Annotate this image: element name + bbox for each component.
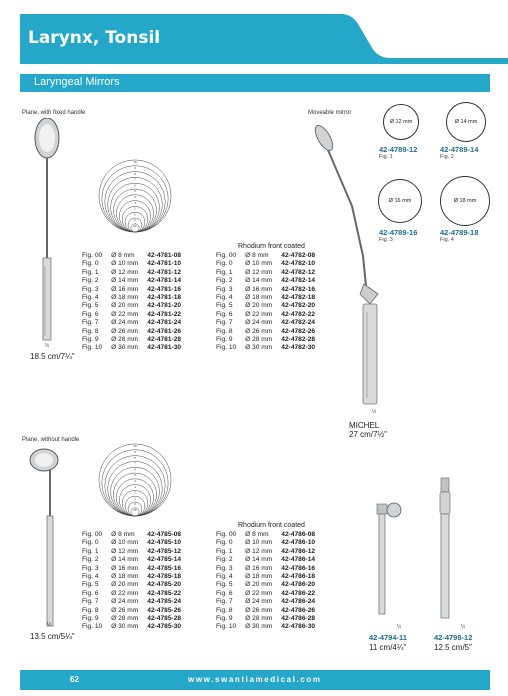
fig-cell: Fig. 7 xyxy=(82,598,99,606)
table-row xyxy=(216,581,318,589)
table-row xyxy=(82,615,184,623)
mirror-code-14: 42-4789-14 xyxy=(440,145,479,154)
gauge-label: 4 xyxy=(134,480,136,483)
diameter-cell: Ø 26 mm xyxy=(111,606,139,614)
diameter-cell: Ø 8 mm xyxy=(111,252,135,259)
article-code-cell: 42-4786-28 xyxy=(281,615,316,623)
fig-cell: Fig. 1 xyxy=(82,268,99,276)
fig-cell: Fig. 6 xyxy=(216,589,233,597)
gauge-label: 3 xyxy=(134,201,136,205)
article-code-cell: 42-4786-30 xyxy=(281,623,316,631)
diameter-cell: Ø 28 mm xyxy=(111,615,139,623)
article-code-cell: 42-4786-14 xyxy=(281,556,316,564)
table-row xyxy=(82,539,184,547)
diameter-cell: Ø 16 mm xyxy=(245,564,273,572)
fig-cell: Fig. 00 xyxy=(82,531,103,538)
fig-cell: Fig. 1 xyxy=(216,547,233,555)
size-gauge-2 xyxy=(97,442,173,518)
mirror-circle-14: Ø 14 mm xyxy=(446,102,486,142)
diameter-cell: Ø 10 mm xyxy=(245,539,273,547)
article-code-cell: 42-4782-26 xyxy=(281,327,316,335)
article-code-cell: 42-4786-16 xyxy=(281,564,316,572)
fig-cell: Fig. 3 xyxy=(82,285,99,293)
diameter-cell: Ø 24 mm xyxy=(111,319,139,327)
fig-cell: Fig. 0 xyxy=(216,260,233,268)
gauge-label: 00 xyxy=(133,509,137,512)
diameter-cell: Ø 18 mm xyxy=(245,573,273,581)
diameter-cell: Ø 18 mm xyxy=(111,294,139,302)
fig-cell: Fig. 6 xyxy=(82,589,99,597)
fig-cell: Fig. 1 xyxy=(82,547,99,555)
article-code-cell: 42-4782-18 xyxy=(281,294,316,302)
article-code-cell: 42-4782-30 xyxy=(281,344,316,352)
diameter-cell: Ø 20 mm xyxy=(111,581,139,589)
fig-cell: Fig. 10 xyxy=(82,344,103,352)
fig-cell: Fig. 1 xyxy=(216,268,233,276)
fig-cell: Fig. 00 xyxy=(216,531,237,538)
diameter-cell: Ø 20 mm xyxy=(111,302,139,310)
article-code-cell: 42-4786-24 xyxy=(281,598,316,606)
fig-cell: Fig. 5 xyxy=(216,581,233,589)
diameter-cell: Ø 22 mm xyxy=(245,589,273,597)
fig-cell: Fig. 5 xyxy=(82,581,99,589)
fig-cell: Fig. 4 xyxy=(216,294,233,302)
diameter-cell: Ø 28 mm xyxy=(245,615,273,623)
table-row xyxy=(216,344,318,352)
table-row xyxy=(216,539,318,547)
mirror-code-18: 42-4789-18 xyxy=(440,228,479,237)
mirror-circle-16: Ø 16 mm xyxy=(378,179,422,223)
table-row xyxy=(82,277,184,285)
fig-cell: Fig. 2 xyxy=(216,277,233,285)
diameter-cell: Ø 12 mm xyxy=(245,268,273,276)
article-code-cell: 42-4782-14 xyxy=(281,277,316,285)
gauge-label: 6 xyxy=(134,184,136,188)
diameter-cell: Ø 14 mm xyxy=(245,556,273,564)
gauge-label: 0 xyxy=(134,503,136,507)
diameter-cell: Ø 8 mm xyxy=(245,252,269,259)
gauge-label: 10 xyxy=(133,445,137,449)
table-without-coated xyxy=(216,531,318,632)
table-row xyxy=(216,286,318,294)
fig-cell: Fig. 7 xyxy=(216,598,233,606)
diameter-cell: Ø 28 mm xyxy=(245,336,273,344)
fig-cell: Fig. 8 xyxy=(216,606,233,614)
diameter-cell: Ø 24 mm xyxy=(245,319,273,327)
table-row xyxy=(216,590,318,598)
table-row xyxy=(216,556,318,564)
table-row xyxy=(216,252,318,260)
article-code-cell: 42-4782-08 xyxy=(281,252,316,259)
fig-cell: Fig. 4 xyxy=(82,294,99,302)
table-row xyxy=(82,269,184,277)
table-row xyxy=(82,328,184,336)
article-code-cell: 42-4782-28 xyxy=(281,336,316,344)
coated-title-2: Rhodium front coated xyxy=(238,522,305,529)
article-code-cell: 42-4781-14 xyxy=(147,277,182,285)
article-code-cell: 42-4785-18 xyxy=(147,573,182,581)
table-row xyxy=(82,344,184,352)
scale-half-2: ½ xyxy=(47,622,52,628)
diameter-cell: Ø 16 mm xyxy=(111,564,139,572)
table-fixed-coated xyxy=(216,252,318,353)
table-row xyxy=(82,581,184,589)
gauge-label: 10 xyxy=(133,161,137,165)
fig-cell: Fig. 8 xyxy=(82,327,99,335)
diameter-cell: Ø 18 mm xyxy=(245,294,273,302)
article-code-cell: 42-4786-08 xyxy=(281,531,316,538)
diameter-cell: Ø 30 mm xyxy=(111,623,139,631)
fig-cell: Fig. 2 xyxy=(82,556,99,564)
table-row xyxy=(82,260,184,268)
scale-half-moveable: ½ xyxy=(372,409,377,415)
fig-cell: Fig. 3 xyxy=(216,564,233,572)
page-number: 62 xyxy=(70,675,79,684)
fig-cell: Fig. 5 xyxy=(82,302,99,310)
article-code-cell: 42-4781-28 xyxy=(147,336,182,344)
fig-cell: Fig. 8 xyxy=(216,327,233,335)
article-code-cell: 42-4786-18 xyxy=(281,573,316,581)
scale-half-4794: ½ xyxy=(397,624,402,630)
article-code-cell: 42-4782-10 xyxy=(281,260,316,268)
scale-half-1: ½ xyxy=(45,343,50,349)
diameter-cell: Ø 10 mm xyxy=(245,260,273,268)
gauge-label: 8 xyxy=(134,456,136,460)
article-code-cell: 42-4782-24 xyxy=(281,319,316,327)
gauge-label: 9 xyxy=(134,451,136,454)
diameter-cell: Ø 20 mm xyxy=(245,581,273,589)
table-row xyxy=(216,615,318,623)
table-row xyxy=(216,328,318,336)
table-row xyxy=(82,336,184,344)
gauge-label: 4 xyxy=(134,196,136,199)
caption-without-handle: Plane, without handle xyxy=(22,437,80,443)
article-code-cell: 42-4781-20 xyxy=(147,302,182,310)
table-row xyxy=(82,286,184,294)
fixed-handle-mirror-image xyxy=(28,118,68,348)
article-code-cell: 42-4785-20 xyxy=(147,581,182,589)
fig-cell: Fig. 3 xyxy=(82,564,99,572)
gauge-label: 8 xyxy=(134,172,136,176)
table-row xyxy=(82,565,184,573)
fig-cell: Fig. 00 xyxy=(82,252,103,259)
table-row xyxy=(216,598,318,606)
caption-moveable: Moveable mirror xyxy=(308,110,352,116)
table-row xyxy=(82,302,184,310)
article-code-cell: 42-4786-12 xyxy=(281,547,316,555)
article-code-cell: 42-4786-26 xyxy=(281,606,316,614)
gauge-label: 9 xyxy=(134,167,136,170)
article-code-cell: 42-4781-26 xyxy=(147,327,182,335)
table-row xyxy=(216,548,318,556)
fig-cell: Fig. 7 xyxy=(82,319,99,327)
diameter-cell: Ø 20 mm xyxy=(245,302,273,310)
diameter-cell: Ø 26 mm xyxy=(111,327,139,335)
fig-cell: Fig. 0 xyxy=(82,260,99,268)
diameter-cell: Ø 22 mm xyxy=(111,589,139,597)
fig-cell: Fig. 10 xyxy=(216,623,237,631)
diameter-cell: Ø 22 mm xyxy=(111,310,139,318)
article-code-cell: 42-4782-12 xyxy=(281,268,316,276)
diameter-cell: Ø 30 mm xyxy=(245,623,273,631)
moveable-size: 27 cm/7½" xyxy=(349,430,387,439)
mirror-fig-4: Fig. 4 xyxy=(440,237,454,243)
article-code-cell: 42-4785-08 xyxy=(147,531,182,538)
diameter-cell: Ø 26 mm xyxy=(245,606,273,614)
article-code-cell: 42-4785-16 xyxy=(147,564,182,572)
fig-cell: Fig. 10 xyxy=(82,623,103,631)
table-row xyxy=(216,302,318,310)
handle-4794-image xyxy=(370,490,410,620)
diameter-cell: Ø 24 mm xyxy=(111,598,139,606)
table-row xyxy=(216,607,318,615)
table-row xyxy=(82,573,184,581)
fig-cell: Fig. 10 xyxy=(216,344,237,352)
article-code-cell: 42-4781-30 xyxy=(147,344,182,352)
caption-fixed-handle: Plane, with fixed handle xyxy=(22,110,86,116)
table-row xyxy=(82,598,184,606)
diameter-cell: Ø 12 mm xyxy=(111,268,139,276)
table-row xyxy=(82,623,184,631)
gauge-label: 3 xyxy=(134,485,136,489)
article-code-cell: 42-4781-10 xyxy=(147,260,182,268)
footer-website[interactable]: www.swantiamedical.com xyxy=(188,675,322,684)
article-code-cell: 42-4786-10 xyxy=(281,539,316,547)
fig-cell: Fig. 2 xyxy=(216,556,233,564)
diameter-cell: Ø 16 mm xyxy=(245,285,273,293)
gauge-label: 2 xyxy=(134,207,136,211)
diameter-cell: Ø 12 mm xyxy=(245,547,273,555)
gauge-label: 2 xyxy=(134,491,136,495)
table-row xyxy=(82,590,184,598)
table-row xyxy=(82,319,184,327)
article-code-cell: 42-4781-12 xyxy=(147,268,182,276)
diameter-cell: Ø 18 mm xyxy=(111,573,139,581)
coated-title-1: Rhodium front coated xyxy=(238,243,305,250)
table-row xyxy=(216,565,318,573)
handle-size-4794: 11 cm/4¼" xyxy=(369,643,407,652)
diameter-cell: Ø 30 mm xyxy=(111,344,139,352)
article-code-cell: 42-4781-24 xyxy=(147,319,182,327)
gauge-label: 5 xyxy=(134,474,136,478)
diameter-cell: Ø 24 mm xyxy=(245,598,273,606)
fig-cell: Fig. 4 xyxy=(82,573,99,581)
fig-cell: Fig. 3 xyxy=(216,285,233,293)
fig-cell: Fig. 9 xyxy=(82,615,99,623)
without-handle-mirror-image xyxy=(28,446,68,636)
table-row xyxy=(216,260,318,268)
moveable-mirror-image xyxy=(308,116,398,416)
scale-half-4798: ½ xyxy=(461,624,466,630)
size-gauge-1 xyxy=(97,158,173,234)
page-title: Larynx, Tonsil xyxy=(28,28,161,48)
diameter-cell: Ø 14 mm xyxy=(111,277,139,285)
diameter-cell: Ø 8 mm xyxy=(111,531,135,538)
fig-cell: Fig. 6 xyxy=(216,310,233,318)
gauge-label: 00 xyxy=(133,225,137,228)
table-row xyxy=(216,269,318,277)
article-code-cell: 42-4785-24 xyxy=(147,598,182,606)
article-code-cell: 42-4785-12 xyxy=(147,547,182,555)
table-row xyxy=(82,252,184,260)
fig-cell: Fig. 9 xyxy=(216,615,233,623)
gauge-label: 0 xyxy=(134,219,136,223)
mirror-code-16: 42-4789-16 xyxy=(379,228,418,237)
handle-code-4794: 42-4794-11 xyxy=(369,633,407,642)
diameter-cell: Ø 26 mm xyxy=(245,327,273,335)
table-row xyxy=(216,277,318,285)
diameter-cell: Ø 16 mm xyxy=(111,285,139,293)
table-row xyxy=(82,294,184,302)
fig-cell: Fig. 6 xyxy=(82,310,99,318)
table-row xyxy=(82,311,184,319)
article-code-cell: 42-4781-16 xyxy=(147,285,182,293)
fig-cell: Fig. 0 xyxy=(216,539,233,547)
diameter-cell: Ø 14 mm xyxy=(111,556,139,564)
diameter-cell: Ø 22 mm xyxy=(245,310,273,318)
handle-size-4798: 12.5 cm/5" xyxy=(434,643,472,652)
fig-cell: Fig. 00 xyxy=(216,252,237,259)
diameter-cell: Ø 14 mm xyxy=(245,277,273,285)
section-title: Laryngeal Mirrors xyxy=(34,76,120,88)
diameter-cell: Ø 12 mm xyxy=(111,547,139,555)
article-code-cell: 42-4785-28 xyxy=(147,615,182,623)
gauge-label: 5 xyxy=(134,190,136,194)
table-row xyxy=(216,294,318,302)
table-row xyxy=(216,319,318,327)
mirror-code-12: 42-4789-12 xyxy=(379,145,418,154)
diameter-cell: Ø 10 mm xyxy=(111,260,139,268)
article-code-cell: 42-4785-22 xyxy=(147,589,182,597)
article-code-cell: 42-4785-10 xyxy=(147,539,182,547)
article-code-cell: 42-4786-22 xyxy=(281,589,316,597)
article-code-cell: 42-4782-16 xyxy=(281,285,316,293)
table-row xyxy=(216,623,318,631)
mirror-fig-2: Fig. 2 xyxy=(440,154,454,160)
diameter-cell: Ø 28 mm xyxy=(111,336,139,344)
fig-cell: Fig. 5 xyxy=(216,302,233,310)
fig-cell: Fig. 4 xyxy=(216,573,233,581)
gauge-label: 1 xyxy=(134,213,136,217)
mirror-circle-12: Ø 12 mm xyxy=(383,104,419,140)
article-code-cell: 42-4782-22 xyxy=(281,310,316,318)
gauge-label: 6 xyxy=(134,468,136,472)
diameter-cell: Ø 8 mm xyxy=(245,531,269,538)
article-code-cell: 42-4785-30 xyxy=(147,623,182,631)
fig-cell: Fig. 8 xyxy=(82,606,99,614)
mirror-fig-1: Fig. 1 xyxy=(379,154,393,160)
gauge-label: 7 xyxy=(134,462,136,466)
fig-cell: Fig. 9 xyxy=(216,336,233,344)
article-code-cell: 42-4781-08 xyxy=(147,252,182,259)
diameter-cell: Ø 10 mm xyxy=(111,539,139,547)
article-code-cell: 42-4782-20 xyxy=(281,302,316,310)
table-row xyxy=(82,556,184,564)
table-row xyxy=(82,531,184,539)
table-row xyxy=(216,336,318,344)
article-code-cell: 42-4785-14 xyxy=(147,556,182,564)
handle-code-4798: 42-4798-12 xyxy=(434,633,473,642)
table-row xyxy=(82,607,184,615)
article-code-cell: 42-4781-18 xyxy=(147,294,182,302)
table-fixed-uncoated xyxy=(82,252,184,353)
article-code-cell: 42-4785-26 xyxy=(147,606,182,614)
moveable-name: MICHEL xyxy=(349,421,380,430)
fig-cell: Fig. 9 xyxy=(82,336,99,344)
table-row xyxy=(216,311,318,319)
article-code-cell: 42-4781-22 xyxy=(147,310,182,318)
table-row xyxy=(82,548,184,556)
size-without-handle: 13.5 cm/5¼" xyxy=(30,632,75,641)
table-row xyxy=(216,573,318,581)
fig-cell: Fig. 2 xyxy=(82,277,99,285)
gauge-label: 7 xyxy=(134,178,136,182)
gauge-label: 1 xyxy=(134,497,136,501)
fig-cell: Fig. 7 xyxy=(216,319,233,327)
mirror-circle-18: Ø 18 mm xyxy=(440,176,490,226)
table-row xyxy=(216,531,318,539)
table-without-uncoated xyxy=(82,531,184,632)
size-fixed-handle: 18.5 cm/7¼" xyxy=(30,352,75,361)
fig-cell: Fig. 0 xyxy=(82,539,99,547)
article-code-cell: 42-4786-20 xyxy=(281,581,316,589)
handle-4798-image xyxy=(430,476,460,622)
diameter-cell: Ø 30 mm xyxy=(245,344,273,352)
mirror-fig-3: Fig. 3 xyxy=(379,237,393,243)
